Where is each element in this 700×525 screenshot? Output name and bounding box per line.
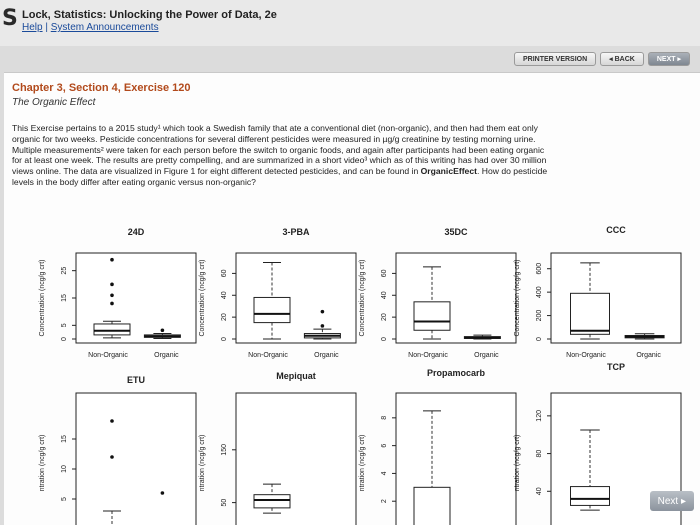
back-button[interactable]: ◂ BACK [600,52,644,66]
toolbar [514,52,690,68]
panel-title: TCP [607,362,625,372]
y-axis-label: ntration (ncg/g crt) [359,434,366,492]
panel-title: Mepiquat [276,371,316,381]
box [571,293,610,334]
panel-title: 24D [127,227,145,237]
y-tick-label: 20 [381,313,388,322]
y-axis-label: ntration (ncg/g crt) [514,434,521,492]
plot-frame [76,393,196,525]
text-line: for at least one week. The results are pretty compelling, and are summarized in a short video³ which as of this writing has had over 30 million [12,155,547,166]
y-tick-label: 15 [61,294,68,302]
outlier-point [321,310,325,314]
x-category-label: Organic [154,352,179,359]
y-tick-label: 0 [61,337,68,341]
y-tick-label: 80 [536,449,543,458]
exercise-text [12,123,672,188]
x-category-label: Non-Organic [248,352,288,359]
exercise-subtitle: The Organic Effect [12,97,96,108]
panel-title: Propamocarb [426,368,486,378]
y-tick-label: 5 [61,323,68,328]
y-tick-label: 40 [381,291,388,300]
y-tick-label: 50 [221,498,228,507]
x-category-label: Non-Organic [566,352,606,359]
panel-title: CCC [606,225,626,235]
logo-icon: S [2,6,18,31]
text-line-segment: views online. The data are visualized in Figure 1 for eight different detected pesticides, and can be found in [12,166,421,177]
x-category-label: Non-Organic [408,352,448,359]
y-tick-label: 15 [61,435,68,443]
outlier-point [161,491,165,495]
y-tick-label: 0 [536,337,543,341]
y-axis-label: Concentration (ncg/g crt) [359,259,366,337]
box [254,297,290,322]
text-line: organic for two weeks. Pesticide concentrations for several different pesticides were measured in µg/g creatinine by testing morning urine. [12,133,536,144]
box [414,302,450,330]
box [414,487,450,525]
y-axis-label: Concentration (ncg/g crt) [514,259,521,337]
y-tick-label: 5 [61,497,68,501]
outlier-point [321,324,325,328]
x-category-label: Organic [314,352,339,359]
x-category-label: Organic [636,352,661,359]
y-tick-label: 8 [381,415,388,420]
text-line: levels in the body differ after eating organic versus non-organic? [12,176,256,187]
y-tick-label: 120 [536,410,543,422]
box [571,487,610,506]
y-tick-label: 60 [221,269,228,278]
outlier-point [110,455,114,459]
y-tick-label: 200 [536,309,543,322]
next-button[interactable]: NEXT ▸ [648,52,690,66]
printer-version-button[interactable]: PRINTER VERSION [514,52,596,66]
outlier-point [110,258,114,262]
y-axis-label: ntration (ncg/g crt) [199,434,206,492]
y-axis-label: ntration (ncg/g crt) [39,434,46,492]
y-tick-label: 25 [61,266,68,275]
panel-title: ETU [127,375,145,385]
outlier-point [110,419,114,423]
text-line: Multiple measurements² were taken for each person before the switch to organic foods, and again after participants had been eating organic [12,144,545,155]
y-axis-label: Concentration (ncg/g crt) [199,259,206,337]
system-announcements-link[interactable]: System Announcements [50,22,159,33]
text-line-segment: . How do pesticide [476,166,548,177]
boxplot-figure [4,223,700,525]
text-line [12,166,672,177]
y-tick-label: 20 [221,313,228,322]
y-tick-label: 40 [536,487,543,496]
y-tick-label: 60 [381,269,388,278]
text-line: This Exercise pertains to a 2015 study¹ which took a Swedish family that ate a conventional diet (non-organic), and then had them eat only [12,123,538,133]
panel-title: 35DC [444,227,468,237]
panel-title: 3-PBA [282,227,310,237]
y-tick-label: 150 [221,443,228,456]
box [254,495,290,508]
link-separator: | [45,22,48,33]
box [94,324,130,335]
y-tick-label: 6 [381,443,388,448]
dataset-name: OrganicEffect [420,166,477,177]
chapter-title: Chapter 3, Section 4, Exercise 120 [12,82,191,94]
outlier-point [110,293,114,297]
y-tick-label: 10 [61,465,68,473]
y-tick-label: 600 [536,262,543,275]
outlier-point [161,328,165,332]
y-tick-label: 40 [221,291,228,300]
y-tick-label: 0 [221,337,228,341]
outlier-point [110,283,114,287]
x-category-label: Non-Organic [88,352,128,359]
y-tick-label: 4 [381,471,388,476]
app-title: Lock, Statistics: Unlocking the Power of Data, 2e [22,9,277,21]
y-axis-label: Concentration (ncg/g crt) [39,259,46,337]
help-link[interactable]: Help [22,22,43,33]
next-bottom-button[interactable]: Next ▸ [650,491,694,511]
y-tick-label: 2 [381,499,388,504]
content-panel [4,72,700,525]
outlier-point [110,302,114,306]
app-header [0,0,700,46]
x-category-label: Organic [474,352,499,359]
y-tick-label: 0 [381,337,388,341]
header-links [22,22,159,33]
y-tick-label: 400 [536,286,543,298]
